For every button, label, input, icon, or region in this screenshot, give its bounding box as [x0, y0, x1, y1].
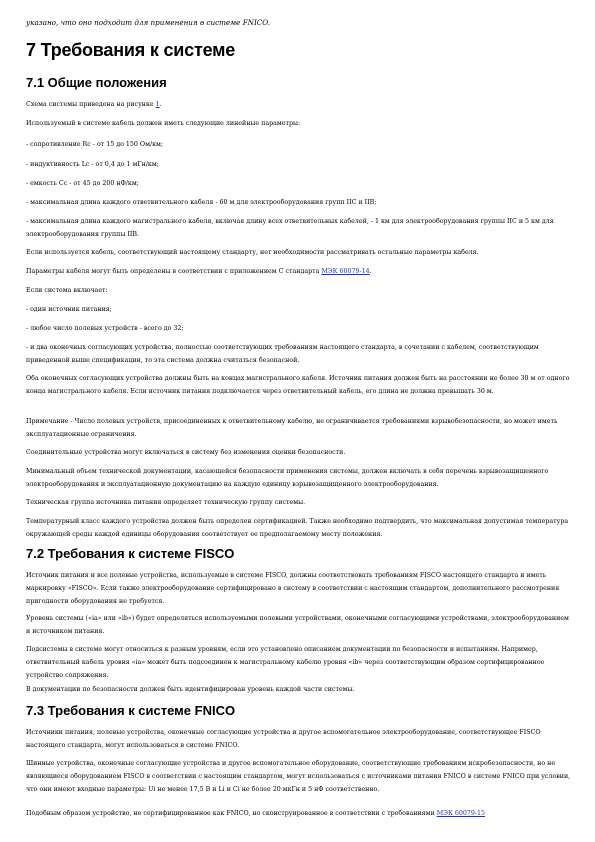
- paragraph: Температурный класс каждого устройства должен быть определен сертификацией. Также необходимо подтвердить, что максимальная допустимая температура окружающей среды каждой единицы оборудования соответствует ее предполагаемому месту положения.: [26, 518, 569, 538]
- paragraph: Минимальный объем технической документации, касающейся безопасности применения системы, должен включать в себя перечень взрывозащищенного электрооборудования и эксплуатационную документацию на каждую единицу взрывозащищенного электрооборудования.: [26, 468, 549, 488]
- paragraph: Оба оконечных согласующих устройства должны быть на концах магистрального кабеля. Источник питания должен быть на расстоянии не более 30 м от одного конца магистрального кабеля. Если источник питания подключается через ответвительный кабель, его длина не должна превышать 30 м.: [26, 375, 570, 395]
- paragraph: Если система включает:: [26, 287, 108, 294]
- list-item: - максимальная длина каждого магистрального кабеля, включая длину всех ответвительных кабелей, - 1 км для электрооборудования группы IIC и 5 км для электрооборудования группы IIB.: [26, 218, 554, 238]
- standard-link[interactable]: МЭК 60079-14: [321, 268, 370, 275]
- paragraph: Уровень системы («ia» или «ib») будет определяться используемыми полевыми устройствами, оконечными согласующими устройствами, электрооборудованием и источником питания.: [26, 615, 569, 635]
- list-item: - сопротивление Rc - от 15 до 150 Ом/км;: [26, 141, 164, 148]
- figure-link[interactable]: 1: [155, 101, 160, 108]
- paragraph: Источники питания, полевые устройства, оконечные согласующие устройства и другое вспомогательное электрооборудование, соответствующее FISCO настоящего стандарта, могут использоваться в системе FNICO.: [26, 729, 541, 749]
- paragraph: Техническая группа источника питания определяет техническую группу системы.: [26, 499, 306, 506]
- paragraph: Источник питания и все полевые устройства, используемые в системе FISCO, должны соответствовать требованиям FISCO настоящего стандарта и иметь маркировку «FISCO». Если также электрооборудование сертифицировано в систему в соответствии с настоящим стандартом, дополнительного рассмотрения пригодности оборудования не требуется.: [26, 572, 560, 605]
- list-item: - один источник питания;: [26, 306, 112, 313]
- list-item: - максимальная длина каждого ответвительного кабеля - 60 м для электрооборудования групп IIC и IIB;: [26, 199, 377, 206]
- list-item: - любое число полевых устройств - всего до 32;: [26, 325, 184, 332]
- list-item: - емкость Cc - от 45 до 200 нФ/км;: [26, 180, 139, 187]
- standard-link[interactable]: МЭК 60079-15: [436, 810, 486, 817]
- section-7-3-title: 7.3 Требования к системе FNICO: [26, 703, 236, 718]
- section-7-2-title: 7.2 Требования к системе FISCO: [26, 546, 235, 561]
- paragraph: Соединительные устройства могут включаться в систему без изменения оценки безопасности.: [26, 449, 346, 456]
- paragraph: Если используется кабель, соответствующий настоящему стандарту, нет необходимости рассматривать остальные параметры кабеля.: [26, 249, 479, 256]
- paragraph: [26, 808, 571, 821]
- paragraph-text: Схема системы приведена на рисунке: [26, 101, 156, 108]
- section-7-1-title: 7.1 Общие положения: [26, 75, 167, 90]
- paragraph: Шинные устройства, оконечные согласующие устройства и другое вспомогательное оборудование, соответствующие требованиям искробезопасности, но не являющиеся оборудованием FISCO в соответствии с настоящим стандартом, могут использоваться с источниками питания FNICO в системе FNICO при условии, что они имеют входные параметры: Ui не менее 17,5 В и Li и Ci не более 20 мкГн и 5 нФ соответственно.: [26, 760, 571, 793]
- paragraph: В документации по безопасности должен быть идентифицирован уровень каждой части системы.: [26, 686, 355, 693]
- paragraph-text: Подобным образом устройство, не сертифицированное как FNICO, но сконструированное в соответствии с требованиями: [26, 810, 437, 817]
- paragraph-text: .: [369, 268, 372, 275]
- paragraph: [26, 266, 571, 279]
- note-paragraph: Примечание - Число полевых устройств, присоединенных к ответвительному кабелю, не ограничивается требованиями взрывобезопасности, но может иметь эксплуатационные ограничения.: [26, 418, 558, 438]
- section-7-title: 7 Требования к системе: [26, 40, 236, 60]
- continuation-line: указано, что оно подходит для применения в системе FNICO.: [26, 18, 271, 27]
- list-item: - индуктивность Lc - от 0,4 до 1 мГн/км;: [26, 161, 159, 168]
- list-item: - и два оконечных согласующих устройства, полностью соответствующих требованиям настоящего стандарта, в сочетании с кабелем, соответствующим приведенной выше спецификации, то эта система должна считаться безопасной.: [26, 344, 539, 364]
- paragraph: Подсистемы в системе могут относиться к разным уровням, если это установлено описанием документации по безопасности и испытаниям. Например, ответвительный кабель уровня «ia» может быть подсоединен к магистральному кабелю уровня «ib» через соответствующим образом сертифицированное устройство сопряжения.: [26, 646, 545, 679]
- paragraph: Используемый в системе кабель должен иметь следующие линейные параметры:: [26, 120, 301, 127]
- paragraph: [26, 99, 571, 112]
- paragraph-text: Параметры кабеля могут быть определены в соответствии с приложением С стандарта: [26, 268, 322, 275]
- paragraph-text: .: [159, 101, 162, 108]
